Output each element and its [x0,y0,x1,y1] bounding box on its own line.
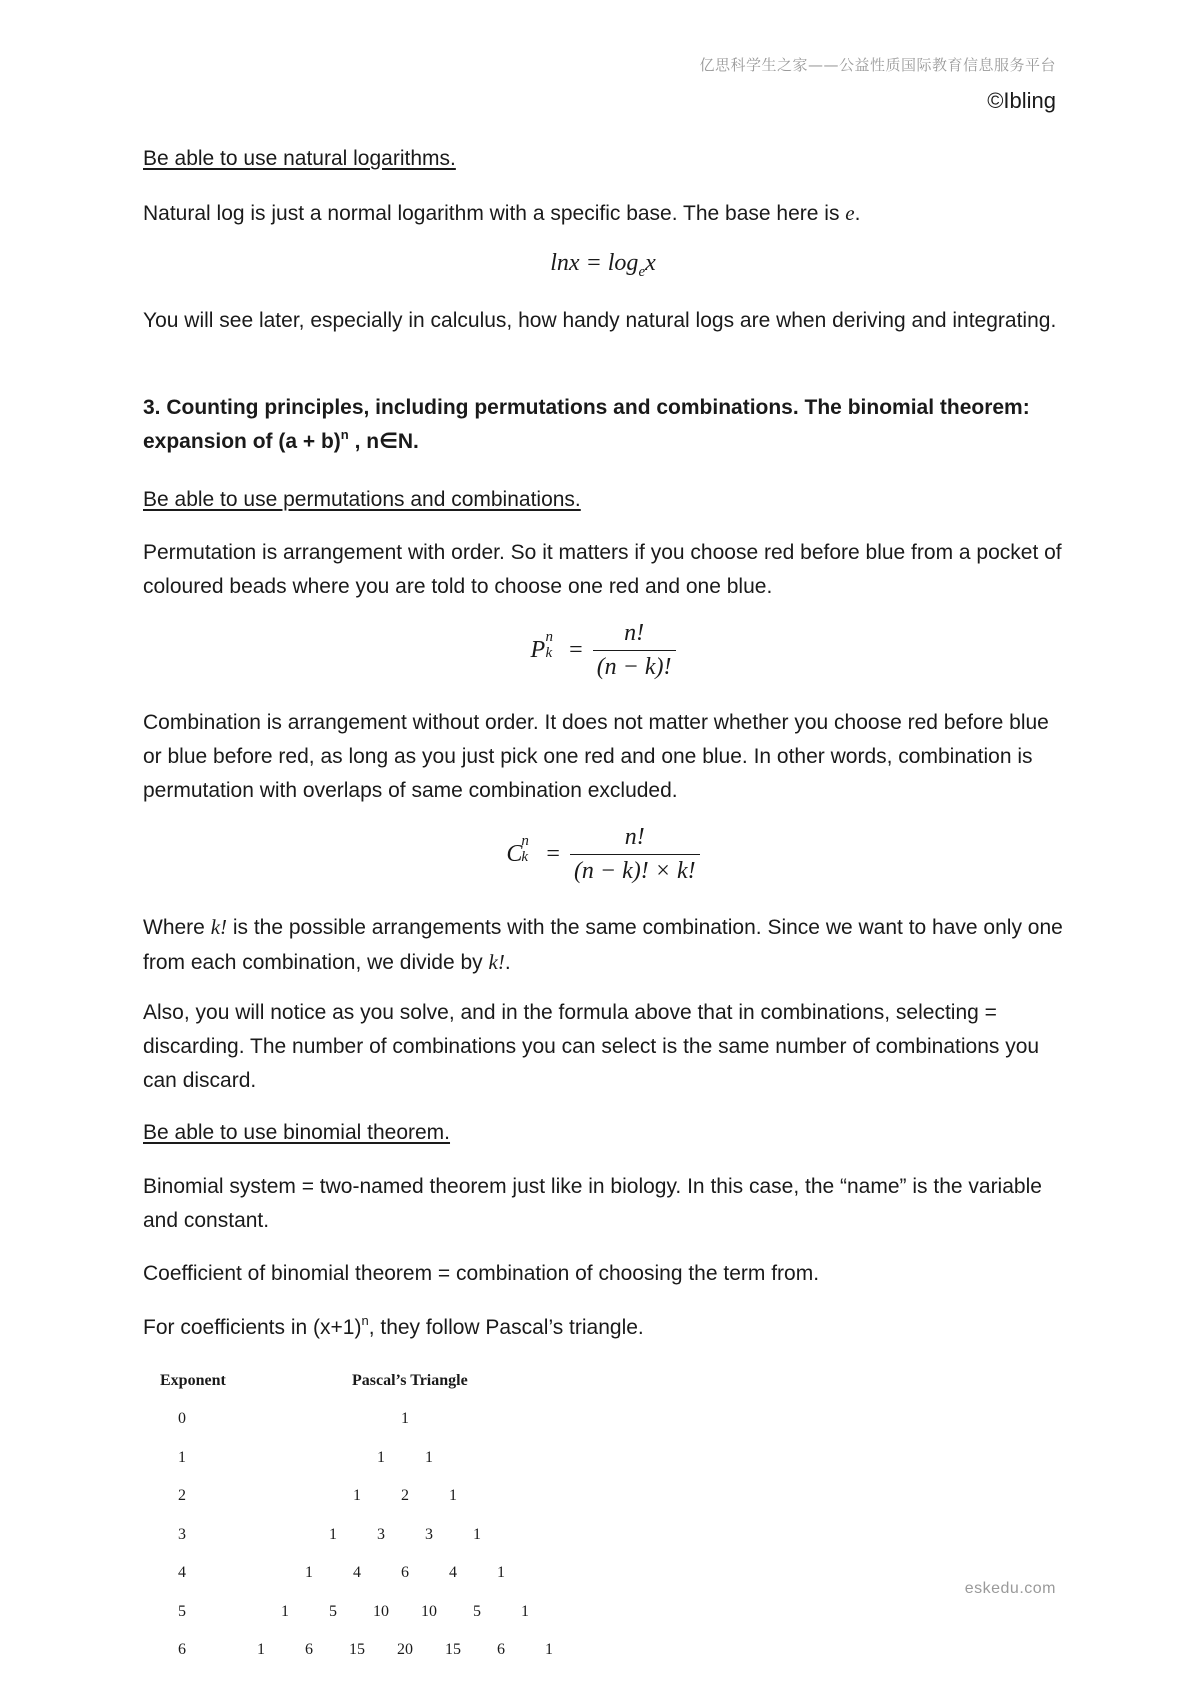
pascal-exponent: 6 [178,1641,186,1658]
where-text-b: is the possible arrangements with the same combination. Since we want to have only one from each combination, we divide by [143,916,1063,974]
pascal-value: 2 [401,1487,409,1504]
pascal-exponent: 2 [178,1487,186,1504]
binom-paragraph-3 [143,1311,1063,1345]
pascal-value: 15 [445,1641,461,1658]
natlog-heading: Be able to use natural logarithms. [143,147,456,170]
pascal-exponent: 0 [178,1410,186,1427]
binom-text3: For coefficients in (x+1) [143,1316,362,1339]
perm-sup: n [545,629,553,645]
natlog-eq-rhs: x [645,250,656,276]
where-k: k! [210,915,228,939]
header-copyright: ©Ibling [987,88,1056,113]
perm-numerator: n! [624,620,645,646]
perm-equals: = [569,637,583,663]
pascal-exponent: 1 [178,1448,186,1466]
natlog-text: Natural log is just a normal logarithm with a specific base. The base here is [143,202,846,225]
comb-denominator: (n − k)! × k! [570,854,700,885]
natlog-base-e: e [845,201,855,225]
pascal-value: 1 [425,1448,433,1466]
binom-paragraph-2: Coefficient of binomial theorem = combination of choosing the term from. [143,1262,820,1285]
pascal-value: 4 [449,1564,457,1581]
comb-paragraph: Combination is arrangement without order. It does not matter whether you choose red before blue or blue before red, as long as you just pick one red and one blue. In other words, combination is permutation with overlaps of same combination excluded. [143,711,1049,802]
binom-text3-sup: n [361,1313,369,1328]
pascal-value: 20 [397,1641,413,1658]
binom-text3-end: , they follow Pascal’s triangle. [368,1316,644,1339]
pascal-value: 6 [497,1641,505,1658]
pascal-value: 1 [329,1525,337,1543]
binom-heading: Be able to use binomial theorem. [143,1121,451,1144]
comb-sup: n [521,833,529,849]
natlog-eq-sub: e [638,263,646,280]
where-text: Where [143,916,211,939]
pascal-value: 1 [473,1525,481,1543]
topic3-text-end: , n∈N. [348,430,419,453]
topic3-sup: n [340,427,349,442]
perm-heading: Be able to use permutations and combinations. [143,488,581,511]
pascal-value: 1 [449,1487,457,1504]
perm-paragraph: Permutation is arrangement with order. So it matters if you choose red before blue from a pocket of coloured beads where you are told to choose one red and one blue. [143,541,1062,598]
pascal-value: 10 [421,1602,437,1620]
topic3-text: 3. Counting principles, including permutations and combinations. The binomial theorem: expansion of (a + b) [143,396,1030,453]
combination-formula [143,824,1063,885]
pascal-value: 1 [353,1487,361,1504]
pascal-value: 1 [281,1602,289,1620]
perm-sym: P [530,637,546,663]
pascal-value: 6 [305,1641,313,1658]
pascal-value: 1 [401,1410,409,1427]
where-paragraph [143,910,1063,980]
pascal-value: 5 [329,1602,337,1620]
pascal-value: 4 [353,1564,361,1581]
natlog-eq-lhs: lnx [550,250,580,276]
pascal-exponent: 5 [178,1602,186,1620]
natlog-after: You will see later, especially in calculus, how handy natural logs are when deriving and integrating. [143,309,1057,332]
watermark: eskedu.com [964,1580,1056,1597]
natlog-text-end: . [854,202,861,225]
pascal-value: 10 [373,1602,389,1620]
natlog-paragraph [143,196,1063,231]
pascal-triangle-header: Pascal’s Triangle [352,1372,468,1389]
pascal-exponent: 3 [178,1525,186,1543]
natlog-eq-mid: = log [579,250,639,276]
natlog-equation [143,250,1063,281]
header-site-title: 亿思科学生之家——公益性质国际教育信息服务平台 [699,56,1056,74]
comb-sym: C [506,841,523,867]
pascal-value: 1 [305,1564,313,1581]
pascal-value: 15 [349,1641,365,1658]
topic3-heading [143,391,1063,459]
pascal-value: 1 [497,1564,505,1581]
pascal-value: 1 [545,1641,553,1658]
pascal-value: 6 [401,1564,409,1581]
where-end: . [504,951,511,974]
where-k2: k! [488,950,505,974]
perm-denominator: (n − k)! [593,650,676,681]
pascal-value: 5 [473,1602,481,1620]
pascal-exponent-header: Exponent [160,1372,226,1389]
also-paragraph: Also, you will notice as you solve, and in the formula above that in combinations, selecting = discarding. The number of combinations you can select is the same number of combinations you can discard. [143,1001,1040,1092]
comb-equals: = [546,841,560,867]
pascal-exponent: 4 [178,1564,186,1581]
permutation-formula [143,620,1063,681]
pascal-value: 1 [377,1448,385,1466]
pascal-value: 1 [257,1641,265,1658]
comb-numerator: n! [624,824,645,850]
comb-sub: k [521,849,529,865]
pascal-value: 1 [521,1602,529,1620]
perm-sub: k [545,645,553,661]
pascal-value: 3 [425,1525,433,1543]
binom-paragraph-1: Binomial system = two-named theorem just like in biology. In this case, the “name” is the variable and constant. [143,1175,1042,1232]
pascal-value: 3 [377,1525,385,1543]
